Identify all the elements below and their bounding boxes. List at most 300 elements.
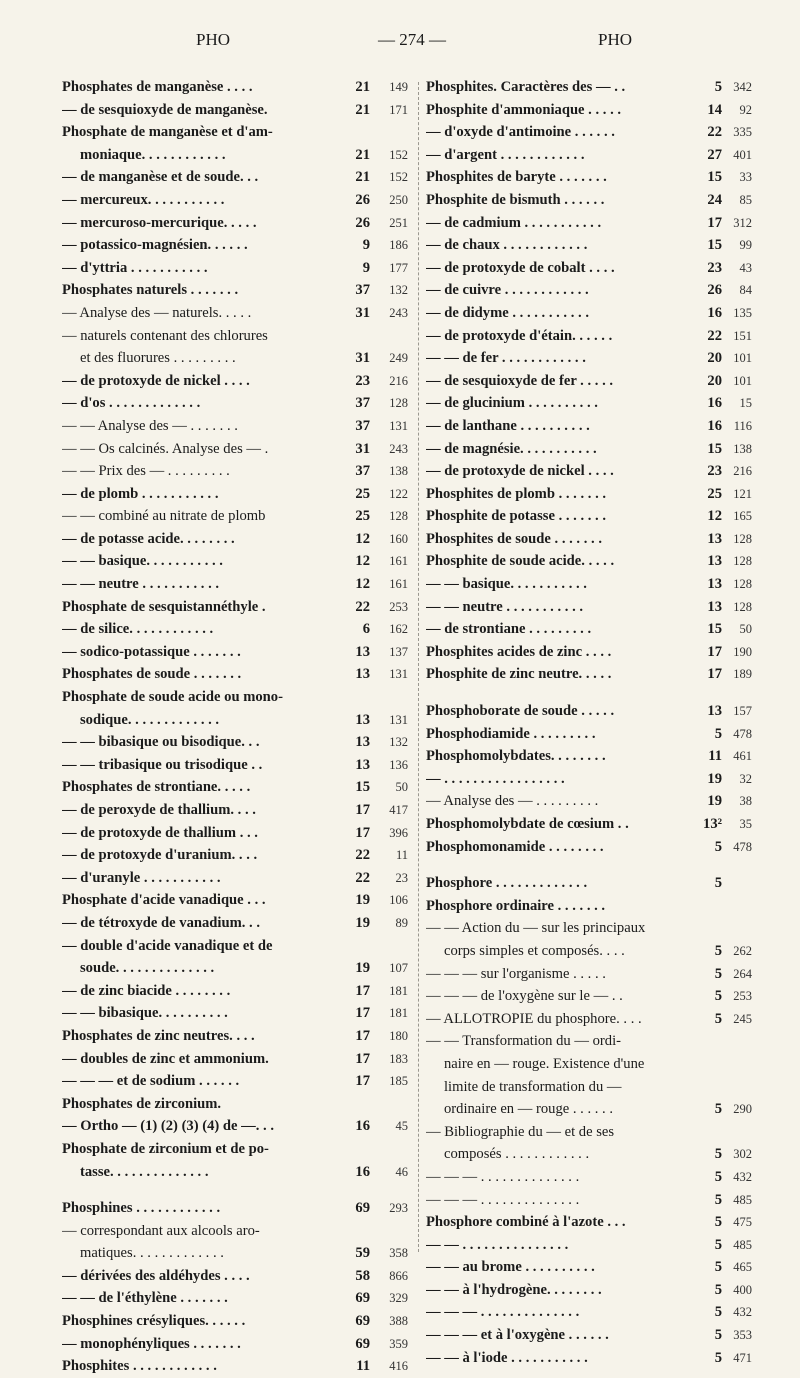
entry-page: 417 <box>389 803 408 817</box>
index-entry <box>62 1197 406 1220</box>
entry-volume: 13 <box>707 553 722 570</box>
entry-volume: 58 <box>355 1267 370 1284</box>
index-entry <box>62 550 406 573</box>
entry-page: 107 <box>389 961 408 976</box>
index-entry <box>62 731 406 754</box>
index-entry <box>62 822 406 845</box>
entry-volume: 22 <box>355 847 370 864</box>
entry-page: 216 <box>733 464 752 479</box>
entry-volume: 5 <box>714 1214 722 1231</box>
entry-volume: 69 <box>355 1290 370 1307</box>
entry-name: Phosphines . . . . . . . . . . . . <box>62 1200 221 1217</box>
entry-page: 245 <box>733 1011 752 1026</box>
entry-page: 190 <box>733 644 752 659</box>
entry-page: 485 <box>733 1237 752 1252</box>
entry-volume: 15 <box>355 779 370 796</box>
entry-page: 183 <box>389 1051 408 1066</box>
entry-page: 11 <box>395 848 408 863</box>
entry-volume: 69 <box>355 1335 370 1352</box>
entry-name: — — tribasique ou trisodique . . <box>62 756 263 773</box>
entry-page: 149 <box>389 80 408 94</box>
entry-page: 46 <box>395 1164 408 1179</box>
entry-volume: 17 <box>355 1005 370 1022</box>
entry-name: — — à l'hydrogène. . . . . . . . <box>426 1281 602 1298</box>
entry-name: Phosphites acides de zinc . . . . <box>426 643 612 660</box>
index-entry <box>62 618 406 641</box>
index-entry <box>62 392 406 415</box>
entry-page: 165 <box>733 509 752 524</box>
entry-volume: 69 <box>355 1200 370 1217</box>
entry-volume: 15 <box>707 237 722 254</box>
entry-page: 138 <box>389 464 408 479</box>
index-entry <box>62 415 406 438</box>
entry-page: 128 <box>733 531 752 546</box>
entry-name: Phosphite d'ammoniaque . . . . . <box>426 101 622 118</box>
entry-volume: 12 <box>355 530 370 547</box>
entry-volume: 13 <box>355 643 370 660</box>
entry-volume: 5 <box>714 725 722 742</box>
entry-name: — de protoxyde de cobalt . . . . <box>426 259 615 276</box>
entry-page: 471 <box>733 1350 752 1365</box>
entry-volume: 21 <box>355 146 370 163</box>
index-entry <box>426 700 752 723</box>
index-entry <box>62 867 406 890</box>
entry-volume: 19 <box>355 892 370 909</box>
index-entry <box>62 1048 406 1071</box>
entry-volume: 27 <box>707 146 722 163</box>
entry-page: 478 <box>733 839 752 854</box>
index-entry <box>62 505 406 528</box>
index-entry <box>426 768 752 791</box>
entry-name: Phosphite de soude acide. . . . . <box>426 553 615 570</box>
entry-page: 251 <box>389 215 408 230</box>
entry-volume: 17 <box>707 214 722 231</box>
entry-volume: 23 <box>355 372 370 389</box>
index-entry <box>62 257 406 280</box>
index-entry <box>62 325 406 348</box>
entry-volume: 17 <box>355 1050 370 1067</box>
index-entry <box>62 166 406 189</box>
index-entry <box>426 279 752 302</box>
entry-name: — mercuroso-mercurique. . . . . <box>62 214 257 231</box>
entry-volume: 5 <box>714 79 722 95</box>
entry-page: 250 <box>389 192 408 207</box>
index-entry <box>426 663 752 686</box>
index-entry <box>426 121 752 144</box>
entry-page: 388 <box>389 1314 408 1329</box>
entry-page: 335 <box>733 125 752 140</box>
entry-volume: 17 <box>355 1073 370 1090</box>
index-entry <box>426 1234 752 1257</box>
entry-name: — — basique. . . . . . . . . . . <box>426 576 587 593</box>
entry-page: 128 <box>733 599 752 614</box>
entry-volume: 5 <box>714 838 722 855</box>
entry-volume: 17 <box>355 982 370 999</box>
entry-name: corps simples et composés. . . . <box>444 942 625 959</box>
entry-page: 132 <box>389 735 408 750</box>
index-entry <box>62 483 406 506</box>
entry-page: 290 <box>733 1102 752 1117</box>
entry-volume: 13 <box>355 756 370 773</box>
index-entry <box>62 99 406 122</box>
entry-volume: 25 <box>707 485 722 502</box>
entry-name: Phosphomolybdates. . . . . . . . <box>426 748 606 765</box>
header-left: PHO <box>196 30 231 49</box>
entry-name: composés . . . . . . . . . . . . <box>444 1146 590 1163</box>
entry-volume: 5 <box>714 1010 722 1027</box>
entry-volume: 25 <box>355 508 370 525</box>
entry-page: 131 <box>389 667 408 682</box>
entry-name: — de protoxyde de nickel . . . . <box>62 372 250 389</box>
index-entry <box>426 985 752 1008</box>
index-entry <box>426 302 752 325</box>
index-entry <box>426 438 752 461</box>
entry-page: 342 <box>733 80 752 94</box>
entry-name: — de plomb . . . . . . . . . . . <box>62 485 219 502</box>
entry-name: Phosphite de bismuth . . . . . . <box>426 191 605 208</box>
index-entry <box>62 957 406 980</box>
index-entry <box>62 663 406 686</box>
entry-page: 162 <box>389 622 408 637</box>
entry-name: — de strontiane . . . . . . . . . <box>426 621 592 638</box>
entry-name: — de potasse acide. . . . . . . . <box>62 530 235 547</box>
index-entry <box>62 438 406 461</box>
entry-page: 131 <box>389 418 408 433</box>
entry-name: — d'yttria . . . . . . . . . . . <box>62 259 208 276</box>
entry-page: 312 <box>733 215 752 230</box>
entry-page: 478 <box>733 726 752 741</box>
entry-volume: 15 <box>707 621 722 638</box>
entry-name: Phosphodiamide . . . . . . . . . <box>426 725 596 742</box>
entry-volume: 13 <box>707 703 722 720</box>
entry-volume: 26 <box>355 191 370 208</box>
index-entry <box>426 1166 752 1189</box>
entry-name: — de manganèse et de soude. . . <box>62 169 259 186</box>
entry-volume: 6 <box>362 621 370 638</box>
entry-name: — potassico-magnésien. . . . . . <box>62 237 248 254</box>
entry-volume: 11 <box>356 1358 370 1375</box>
section-gap <box>426 686 748 700</box>
entry-volume: 15 <box>707 440 722 457</box>
index-entry <box>426 1053 748 1076</box>
entry-name: Phosphate de soude acide ou mono- <box>62 689 283 706</box>
entry-name: — — Os calcinés. Analyse des — . <box>62 440 269 457</box>
entry-volume: 25 <box>355 485 370 502</box>
entry-volume: 19 <box>355 960 370 977</box>
entry-name: Phosphites de baryte . . . . . . . <box>426 169 607 186</box>
entry-page: 38 <box>739 794 752 809</box>
entry-volume: 5 <box>714 942 722 959</box>
entry-volume: 12 <box>355 553 370 570</box>
entry-name: Phosphite de zinc neutre. . . . . <box>426 666 612 683</box>
entry-volume: 19 <box>355 914 370 931</box>
entry-page: 181 <box>389 1006 408 1021</box>
entry-volume: 69 <box>355 1313 370 1330</box>
page-header <box>0 30 800 54</box>
index-entry <box>62 573 406 596</box>
entry-name: — — neutre . . . . . . . . . . . <box>426 598 584 615</box>
entry-name: — de glucinium . . . . . . . . . . <box>426 395 598 412</box>
entry-volume: 31 <box>355 350 370 367</box>
entry-page: 185 <box>389 1074 408 1089</box>
index-entry <box>62 1138 406 1161</box>
index-entry <box>426 813 752 836</box>
entry-volume: 21 <box>355 79 370 95</box>
entry-volume: 16 <box>707 395 722 412</box>
entry-name: — de cadmium . . . . . . . . . . . <box>426 214 602 231</box>
index-entry <box>62 935 406 958</box>
entry-name: Phosphites . . . . . . . . . . . . <box>62 1358 217 1375</box>
index-entry <box>426 1279 752 1302</box>
index-entry <box>426 370 752 393</box>
entry-page: 151 <box>733 328 752 343</box>
entry-page: 262 <box>733 943 752 958</box>
index-entry <box>426 325 752 348</box>
entry-page: 243 <box>389 441 408 456</box>
entry-name: — Analyse des — naturels. . . . . <box>62 304 252 321</box>
entry-volume: 5 <box>714 1168 722 1185</box>
entry-volume: 16 <box>355 1118 370 1135</box>
entry-name: Phosphore ordinaire . . . . . . . <box>426 897 606 914</box>
index-entry <box>426 963 752 986</box>
entry-name: tasse. . . . . . . . . . . . . . <box>80 1163 209 1180</box>
entry-name: Phosphates de zinc neutres. . . . <box>62 1027 255 1044</box>
entry-name: Phosphates de soude . . . . . . . <box>62 666 242 683</box>
entry-name: — — — sur l'organisme . . . . . <box>426 965 606 982</box>
entry-name: — de zinc biacide . . . . . . . . <box>62 982 231 999</box>
entry-volume: 9 <box>362 237 370 254</box>
entry-page: 465 <box>733 1260 752 1275</box>
entry-page: 329 <box>389 1291 408 1306</box>
entry-volume: 23 <box>707 463 722 480</box>
page-number: — 274 — <box>378 30 446 49</box>
index-entry <box>62 844 406 867</box>
index-entry <box>426 1347 752 1370</box>
index-entry <box>426 505 752 528</box>
index-entry <box>426 528 752 551</box>
entry-page: 128 <box>733 554 752 569</box>
index-entry <box>426 872 748 895</box>
entry-name: Phosphomolybdate de cœsium . . <box>426 816 629 832</box>
left-column <box>62 76 406 1378</box>
entry-name: — — — et à l'oxygène . . . . . . <box>426 1327 609 1344</box>
entry-volume: 5 <box>714 965 722 982</box>
index-entry <box>62 121 406 144</box>
entry-volume: 23 <box>707 259 722 276</box>
entry-volume: 13² <box>703 816 722 832</box>
entry-name: moniaque. . . . . . . . . . . . <box>80 146 226 163</box>
entry-name: — — Prix des — . . . . . . . . . <box>62 463 230 480</box>
entry-page: 50 <box>739 622 752 637</box>
entry-volume: 17 <box>355 802 370 818</box>
index-entry <box>62 686 406 709</box>
entry-volume: 24 <box>707 191 722 208</box>
entry-volume: 5 <box>714 1327 722 1344</box>
index-entry <box>62 1355 406 1378</box>
entry-page: 400 <box>733 1282 752 1297</box>
entry-volume: 37 <box>355 417 370 434</box>
entry-volume: 26 <box>355 214 370 231</box>
entry-name: — de sesquioxyde de manganèse. <box>62 101 268 118</box>
index-entry <box>426 550 752 573</box>
entry-name: — de peroxyde de thallium. . . . <box>62 802 256 818</box>
entry-name: — — — . . . . . . . . . . . . . . <box>426 1191 580 1208</box>
entry-page: 432 <box>733 1169 752 1184</box>
entry-name: et des fluorures . . . . . . . . . <box>80 350 236 367</box>
entry-page: 189 <box>733 667 752 682</box>
entry-name: — — à l'iode . . . . . . . . . . . <box>426 1349 588 1366</box>
entry-page: 475 <box>733 1215 752 1230</box>
entry-name: — de silice. . . . . . . . . . . . <box>62 621 214 638</box>
entry-name: matiques. . . . . . . . . . . . . <box>80 1245 224 1262</box>
index-entry <box>426 836 752 859</box>
entry-page: 138 <box>733 441 752 456</box>
index-entry <box>62 1220 406 1243</box>
entry-name: — — de fer . . . . . . . . . . . . <box>426 350 586 367</box>
entry-page: 253 <box>389 599 408 614</box>
entry-name: naire en — rouge. Existence d'une <box>444 1055 645 1072</box>
entry-page: 131 <box>389 712 408 727</box>
index-entry <box>62 754 406 777</box>
entry-volume: 12 <box>707 508 722 525</box>
entry-page: 358 <box>389 1246 408 1261</box>
index-entry <box>426 460 752 483</box>
index-entry <box>426 415 752 438</box>
entry-name: Phosphoborate de soude . . . . . <box>426 703 615 720</box>
entry-name: — de cuivre . . . . . . . . . . . . <box>426 282 589 299</box>
entry-name: Phosphate d'acide vanadique . . . <box>62 892 266 909</box>
index-entry <box>62 709 406 732</box>
index-entry <box>426 347 752 370</box>
entry-page: 128 <box>389 396 408 411</box>
index-entry <box>62 889 406 912</box>
entry-volume: 37 <box>355 463 370 480</box>
entry-name: — — Action du — sur les principaux <box>426 920 646 937</box>
entry-name: Phosphites de plomb . . . . . . . <box>426 485 607 502</box>
index-entry <box>62 144 406 167</box>
entry-volume: 11 <box>708 748 722 765</box>
entry-volume: 31 <box>355 440 370 457</box>
entry-page: 396 <box>389 825 408 840</box>
entry-volume: 19 <box>707 770 722 787</box>
index-entry <box>426 189 752 212</box>
entry-volume: 14 <box>707 101 722 118</box>
entry-volume: 5 <box>714 1349 722 1366</box>
entry-page: 135 <box>733 305 752 320</box>
entry-page: 128 <box>389 509 408 524</box>
entry-name: — de chaux . . . . . . . . . . . . <box>426 237 588 254</box>
entry-page: 89 <box>395 915 408 930</box>
entry-name: — de protoxyde d'étain. . . . . . <box>426 327 613 344</box>
entry-name: — de sesquioxyde de fer . . . . . <box>426 372 614 389</box>
entry-name: — — Transformation du — ordi- <box>426 1033 621 1050</box>
entry-name: — Ortho — (1) (2) (3) (4) de —. . . <box>62 1118 274 1135</box>
entry-name: Phosphomonamide . . . . . . . . <box>426 838 604 855</box>
entry-page: 216 <box>389 373 408 388</box>
entry-name: soude. . . . . . . . . . . . . . <box>80 960 215 977</box>
entry-name: — mercureux. . . . . . . . . . . <box>62 191 225 208</box>
entry-page: 137 <box>389 644 408 659</box>
entry-page: 461 <box>733 749 752 764</box>
entry-volume: 19 <box>707 793 722 810</box>
entry-name: — monophényliques . . . . . . . <box>62 1335 241 1352</box>
entry-page: 85 <box>739 192 752 207</box>
index-entry <box>426 1189 752 1212</box>
entry-volume: 5 <box>714 1191 722 1208</box>
section-gap <box>426 858 748 872</box>
index-entry <box>62 1265 406 1288</box>
index-entry <box>62 302 406 325</box>
index-entry <box>426 573 752 596</box>
entry-volume: 22 <box>355 598 370 615</box>
entry-name: Phosphites. Caractères des — . . <box>426 79 626 95</box>
index-entry <box>62 641 406 664</box>
entry-volume: 16 <box>707 417 722 434</box>
entry-page: 485 <box>733 1192 752 1207</box>
index-entry <box>62 1093 406 1116</box>
entry-name: — — — . . . . . . . . . . . . . . <box>426 1304 580 1321</box>
index-entry <box>62 776 406 799</box>
entry-volume: 17 <box>707 666 722 683</box>
index-entry <box>62 1070 406 1093</box>
entry-volume: 9 <box>362 259 370 276</box>
entry-volume: 21 <box>355 101 370 118</box>
index-entry <box>426 1121 748 1144</box>
index-entry <box>426 618 752 641</box>
entry-page: 132 <box>389 283 408 298</box>
entry-volume: 5 <box>714 988 722 1005</box>
entry-volume: 20 <box>707 350 722 367</box>
entry-name: — — bibasique ou bisodique. . . <box>62 734 260 751</box>
index-entry <box>62 279 406 302</box>
entry-volume: 37 <box>355 395 370 412</box>
entry-name: — — Analyse des — . . . . . . . <box>62 417 238 434</box>
entry-page: 401 <box>733 147 752 162</box>
entry-name: — double d'acide vanadique et de <box>62 937 273 954</box>
entry-name: Phosphate de zirconium et de po- <box>62 1140 269 1157</box>
entry-volume: 5 <box>714 875 722 892</box>
entry-volume: 15 <box>707 169 722 186</box>
entry-page: 32 <box>739 771 752 786</box>
entry-volume: 59 <box>355 1245 370 1262</box>
entry-name: Phosphates naturels . . . . . . . <box>62 282 239 299</box>
entry-volume: 13 <box>355 734 370 751</box>
entry-page: 50 <box>395 780 408 795</box>
index-entry <box>62 596 406 619</box>
entry-volume: 22 <box>355 869 370 886</box>
index-entry <box>62 528 406 551</box>
entry-name: — d'argent . . . . . . . . . . . . <box>426 146 585 163</box>
entry-page: 416 <box>389 1359 408 1374</box>
index-entry <box>62 1002 406 1025</box>
entry-name: Phosphates de manganèse . . . . <box>62 79 253 95</box>
entry-page: 161 <box>389 577 408 592</box>
entry-name: — d'oxyde d'antimoine . . . . . . <box>426 124 615 141</box>
index-entry <box>62 1115 406 1138</box>
entry-page: 106 <box>389 893 408 908</box>
entry-name: — ALLOTROPIE du phosphore. . . . <box>426 1010 642 1027</box>
entry-page: 353 <box>733 1328 752 1343</box>
index-entry <box>426 144 752 167</box>
index-entry <box>426 392 752 415</box>
header-right: PHO <box>598 30 633 49</box>
entry-name: — doubles de zinc et ammonium. <box>62 1050 269 1067</box>
index-entry <box>426 1008 752 1031</box>
entry-name: Phosphate de sesquistannéthyle . <box>62 598 266 615</box>
index-entry <box>426 1211 752 1234</box>
entry-page: 243 <box>389 305 408 320</box>
entry-page: 432 <box>733 1305 752 1320</box>
